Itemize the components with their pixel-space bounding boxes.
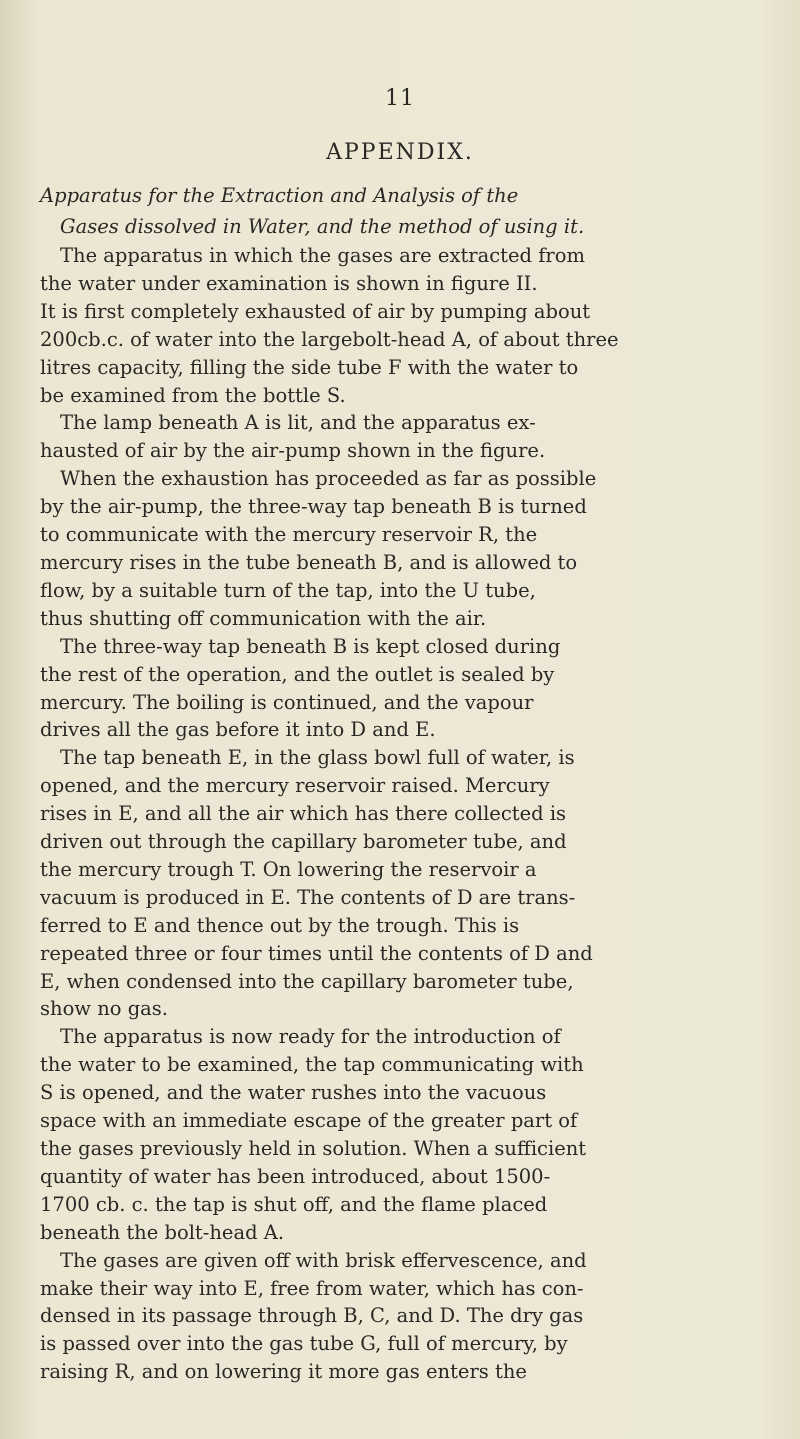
text-line: The apparatus is now ready for the introduction of: [60, 1025, 561, 1049]
text-line: the water under examination is shown in figure II.: [40, 271, 538, 295]
text-line: by the air-pump, the three-way tap beneath B is turned: [40, 495, 587, 519]
text-line: the rest of the operation, and the outlet is sealed by: [40, 662, 555, 686]
text-line: repeated three or four times until the contents of D and: [40, 941, 593, 965]
text-line: The three-way tap beneath B is kept closed during: [60, 634, 561, 658]
subtitle-line: Apparatus for the Extraction and Analysis of the: [40, 184, 519, 207]
text-line: The gases are given off with brisk effervescence, and: [60, 1248, 587, 1272]
text-line: the mercury trough T. On lowering the reservoir a: [40, 857, 537, 881]
text-line: rises in E, and all the air which has there collected is: [40, 802, 567, 826]
text-line: be examined from the bottle S.: [40, 383, 346, 407]
text-line: space with an immediate escape of the greater part of: [40, 1109, 578, 1133]
text-line: the water to be examined, the tap communicating with: [40, 1053, 584, 1077]
text-line: hausted of air by the air-pump shown in the figure.: [40, 439, 546, 463]
section-subtitle: [40, 180, 760, 242]
text-line: It is first completely exhausted of air by pumping about: [40, 299, 591, 323]
text-line: vacuum is produced in E. The contents of D are trans-: [40, 885, 576, 909]
section-heading: APPENDIX.: [326, 140, 474, 165]
text-line: 1700 cb. c. the tap is shut off, and the flame placed: [40, 1192, 548, 1216]
page-number: 11: [385, 86, 415, 111]
text-line: The lamp beneath A is lit, and the apparatus ex-: [60, 411, 536, 435]
text-line: beneath the bolt-head A.: [40, 1220, 285, 1244]
text-line: The tap beneath E, in the glass bowl full of water, is: [60, 746, 575, 770]
text-line: quantity of water has been introduced, about 1500-: [40, 1164, 551, 1188]
body-text: [40, 242, 765, 1386]
text-line: make their way into E, free from water, which has con-: [40, 1276, 584, 1300]
text-line: When the exhaustion has proceeded as far as possible: [60, 467, 597, 491]
text-line: mercury. The boiling is continued, and the vapour: [40, 690, 534, 714]
text-line: flow, by a suitable turn of the tap, into the U tube,: [40, 578, 536, 602]
text-line: is passed over into the gas tube G, full of mercury, by: [40, 1332, 568, 1356]
text-line: mercury rises in the tube beneath B, and is allowed to: [40, 550, 578, 574]
text-line: the gases previously held in solution. When a sufficient: [40, 1137, 587, 1160]
text-line: raising R, and on lowering it more gas enters the: [40, 1360, 527, 1384]
subtitle-line: Gases dissolved in Water, and the method of using it.: [60, 215, 585, 238]
text-line: ferred to E and thence out by the trough. This is: [40, 913, 520, 937]
text-line: densed in its passage through B, C, and D. The dry gas: [40, 1304, 584, 1328]
text-line: show no gas.: [40, 997, 169, 1021]
text-line: opened, and the mercury reservoir raised. Mercury: [40, 774, 550, 798]
text-line: litres capacity, filling the side tube F with the water to: [40, 355, 579, 379]
text-line: to communicate with the mercury reservoir R, the: [40, 523, 538, 547]
text-line: drives all the gas before it into D and E.: [40, 718, 436, 742]
text-line: 200cb.c. of water into the largebolt-head A, of about three: [40, 327, 619, 351]
text-line: E, when condensed into the capillary barometer tube,: [40, 969, 574, 993]
text-line: driven out through the capillary barometer tube, and: [40, 830, 567, 854]
text-line: S is opened, and the water rushes into the vacuous: [40, 1081, 547, 1105]
text-line: The apparatus in which the gases are extracted from: [60, 244, 585, 267]
text-line: thus shutting off communication with the air.: [40, 606, 487, 630]
